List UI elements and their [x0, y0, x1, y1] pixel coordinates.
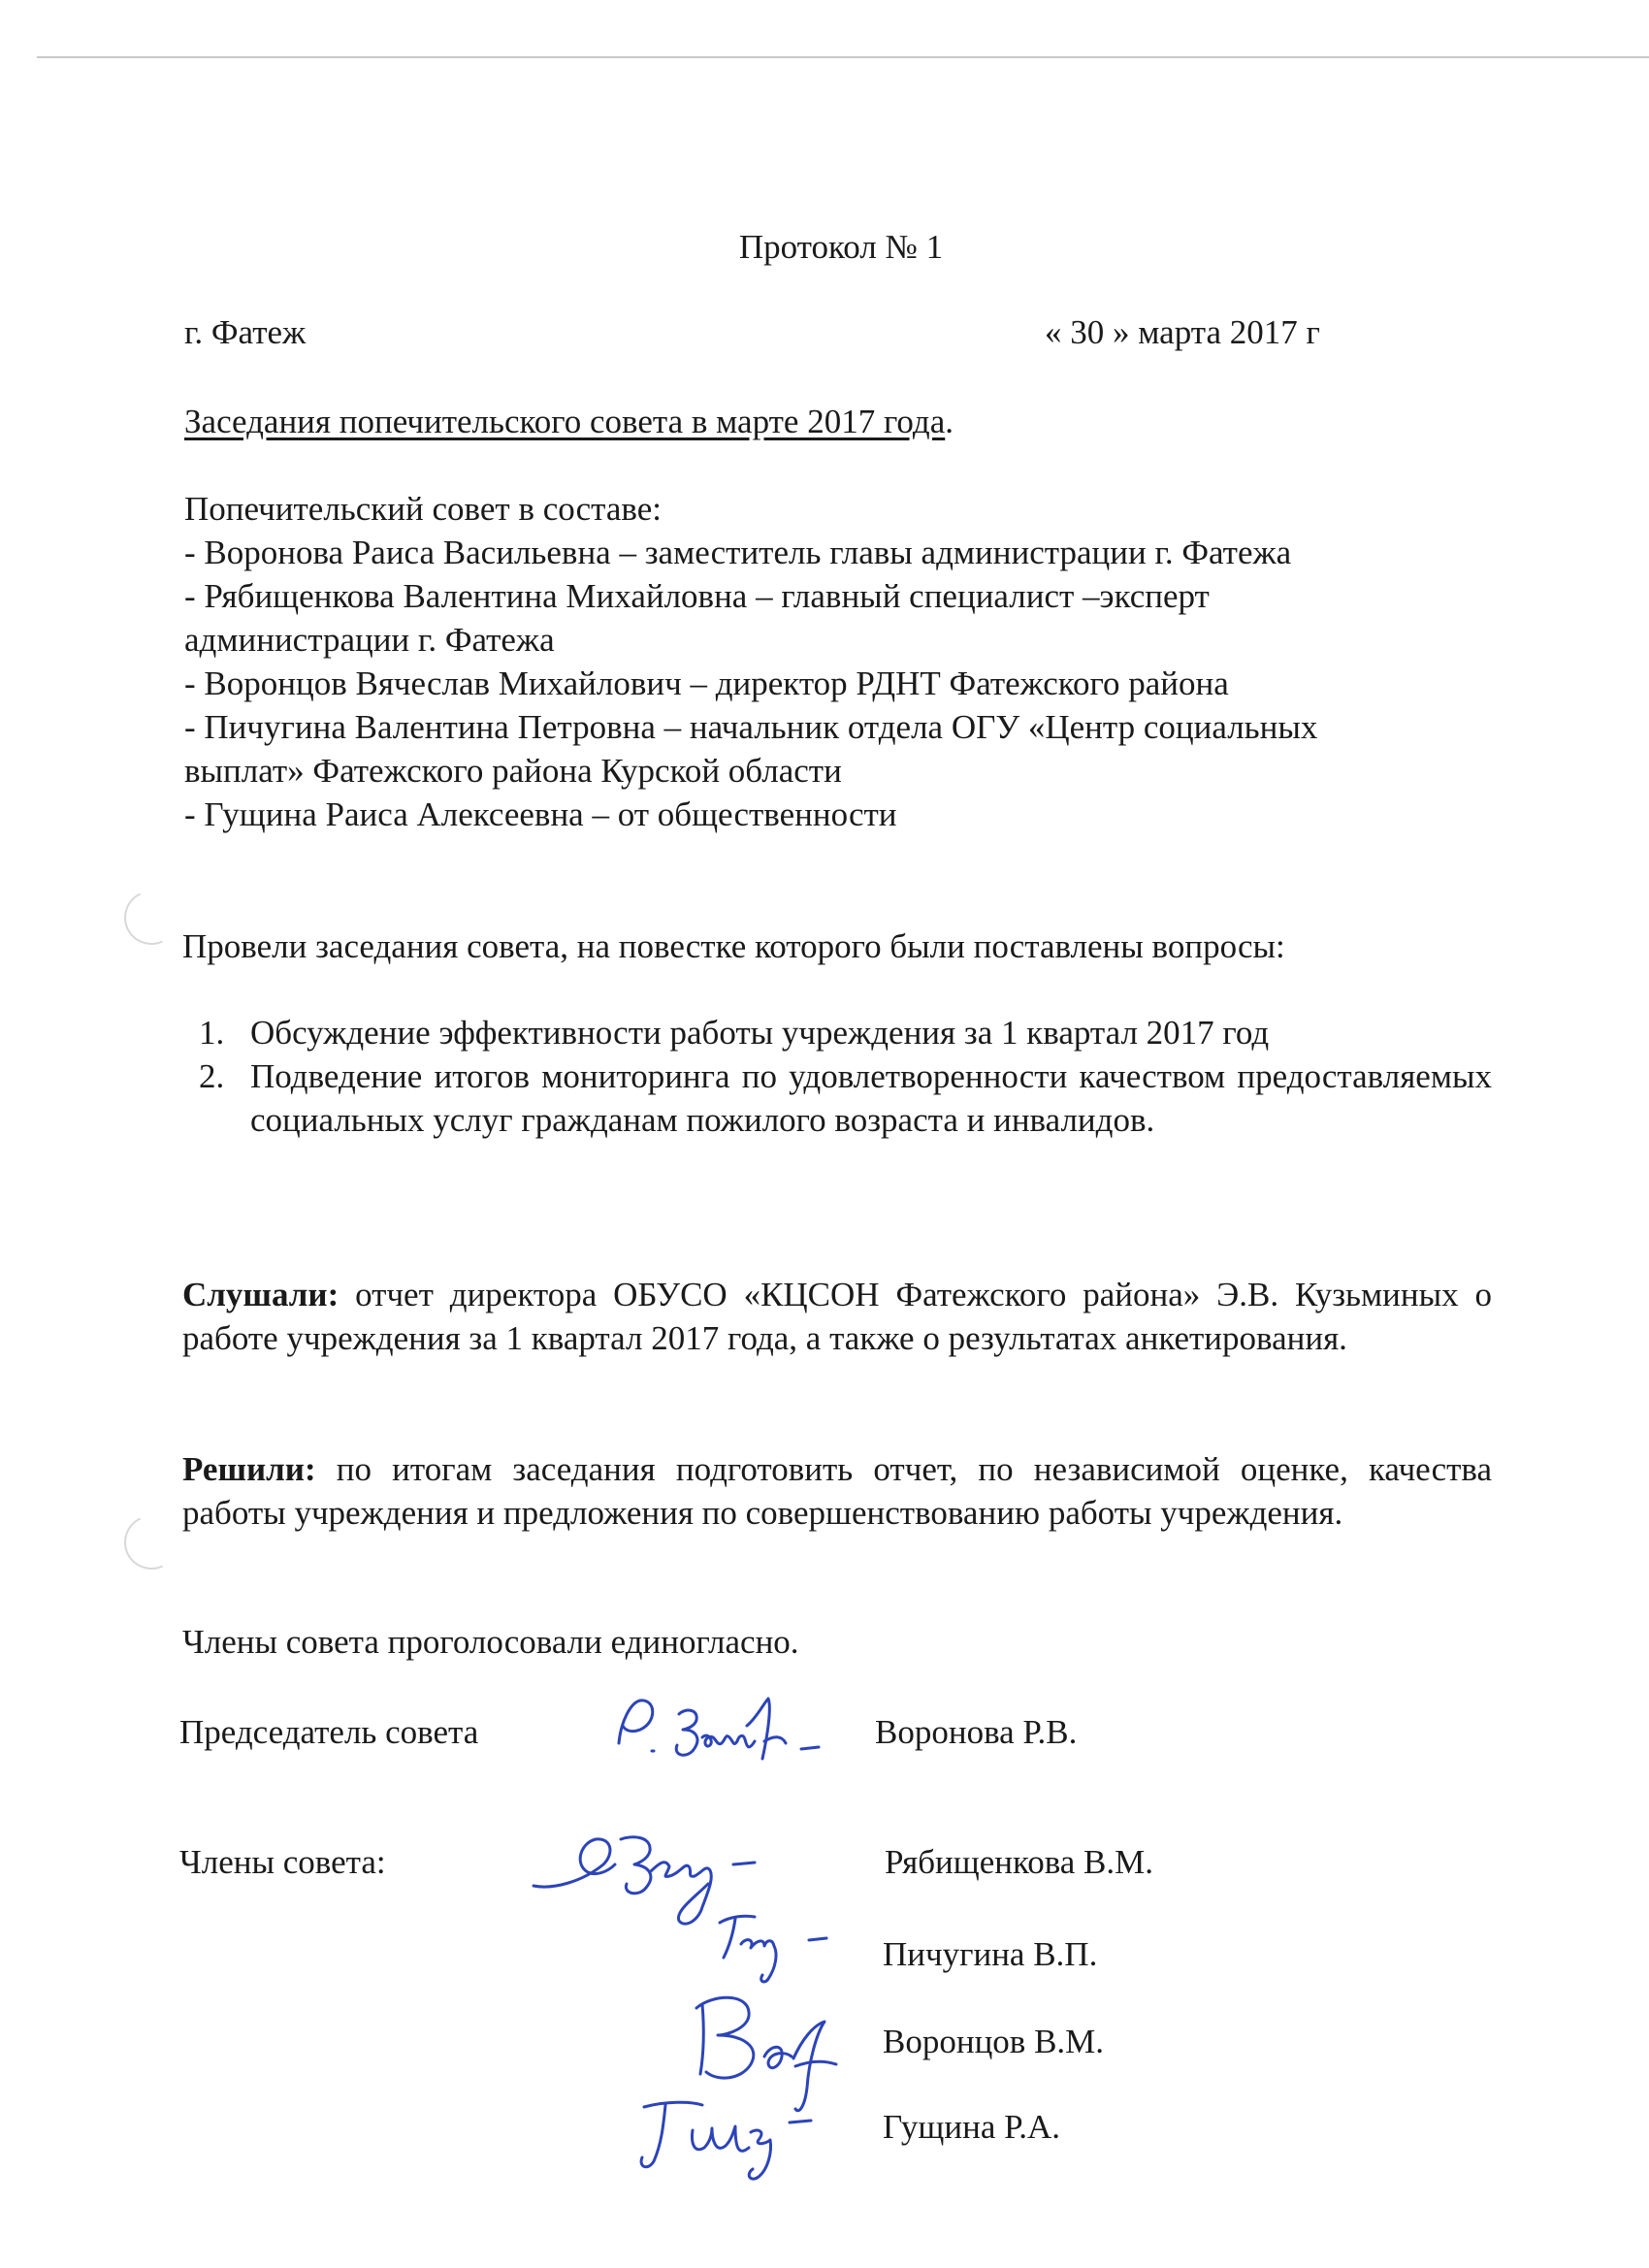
member-line: администрации г. Фатежа [184, 621, 555, 659]
scan-edge-line [37, 56, 1649, 58]
member-name: Гущина Р.А. [883, 2108, 1060, 2146]
agenda-number: 1. [199, 1014, 225, 1052]
member-line: - Воронцов Вячеслав Михайлович – директор РДНТ Фатежского района [184, 664, 1229, 702]
punch-hole-mark [116, 1507, 186, 1577]
heard-text: отчет директора ОБУСО «КЦСОН Фатежского района» Э.В. Кузьминых о работе учреждения за 1 квартал 2017 года, а также о результатах анкетирования. [182, 1276, 1493, 1357]
decided-text: по итогам заседания подготовить отчет, по независимой оценке, качества работы учреждения и предложения по совершенствованию работы учреждения. [182, 1450, 1493, 1532]
heard-label: Слушали: [182, 1276, 340, 1313]
member-name: Рябищенкова В.М. [885, 1843, 1154, 1881]
chair-label: Председатель совета [179, 1713, 479, 1751]
subject-line [184, 400, 954, 443]
member-name: Воронцов В.М. [883, 2023, 1105, 2060]
member-line: - Пичугина Валентина Петровна – начальник отдела ОГУ «Центр социальных [184, 708, 1318, 746]
chair-signature [601, 1683, 854, 1780]
member-line: - Рябищенкова Валентина Михайловна – главный специалист –эксперт [184, 577, 1210, 615]
member-line: - Воронова Раиса Васильевна – заместитель главы администрации г. Фатежа [184, 534, 1292, 571]
decided-label: Решили: [182, 1450, 316, 1488]
agenda-item: Обсуждение эффективности работы учреждения за 1 квартал 2017 год [250, 1014, 1270, 1052]
agenda-item: Подведение итогов мониторинга по удовлетворенности качеством предоставляемых социальных услуг гражданам пожилого возраста и инвалидов. [250, 1057, 1492, 1139]
members-label: Члены совета: [179, 1843, 386, 1881]
city: г. Фатеж [184, 313, 307, 351]
member-signature-2 [708, 1901, 854, 1989]
punch-hole-mark [116, 883, 186, 953]
member-signature-4 [630, 2076, 844, 2192]
member-line: выплат» Фатежского района Курской области [184, 752, 842, 790]
subject-period: . [945, 403, 954, 440]
date: « 30 » марта 2017 г [1045, 313, 1320, 351]
member-line: - Гущина Раиса Алексеевна – от общественности [184, 795, 897, 833]
composition-intro: Попечительский совет в составе: [184, 490, 662, 528]
subject: Заседания попечительского совета в марте 2017 года [184, 403, 946, 440]
document-title: Протокол № 1 [738, 228, 944, 266]
agenda-number: 2. [199, 1057, 225, 1095]
agenda-intro: Провели заседания совета, на повестке которого были поставлены вопросы: [182, 927, 1285, 965]
chair-name: Воронова Р.В. [875, 1713, 1078, 1751]
heard-paragraph [182, 1273, 1492, 1360]
vote-statement: Члены совета проголосовали единогласно. [182, 1623, 799, 1661]
decided-paragraph [182, 1447, 1492, 1535]
member-name: Пичугина В.П. [883, 1935, 1098, 1973]
